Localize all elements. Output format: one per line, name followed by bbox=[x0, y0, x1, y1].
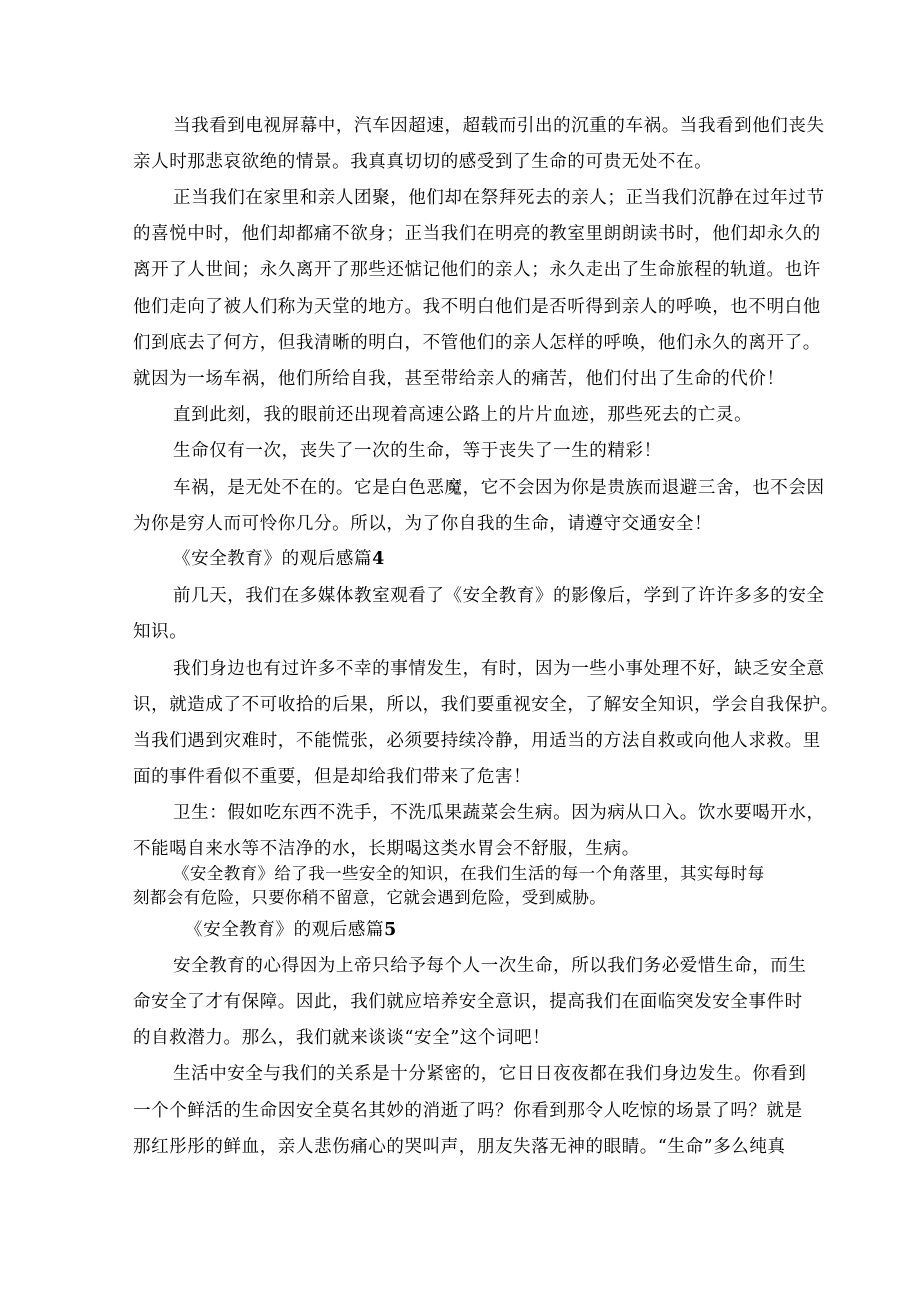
text-line: 卫生：假如吃东西不洗手，不洗瓜果蔬菜会生病。因为病从口入。饮水要喝开水， bbox=[173, 803, 825, 823]
text-line: 安全教育的心得因为上帝只给予每个人一次生命，所以我们务必爱惜生命，而生 bbox=[173, 956, 807, 976]
text-line: 他们走向了被人们称为天堂的地方。我不明白他们是否听得到亲人的呼唤，也不明白他 bbox=[133, 297, 821, 317]
text-line: 识，就造成了不可收拾的后果，所以，我们要重视安全，了解安全知识，学会自我保护。 bbox=[133, 695, 839, 715]
section-heading bbox=[173, 547, 385, 571]
text-line: 不能喝自来水等不洁净的水，长期喝这类水胃会不舒服，生病。 bbox=[133, 839, 640, 859]
section-heading-text: 《安全教育》的观后感篇 bbox=[173, 549, 373, 569]
section-heading-number: 4 bbox=[372, 549, 385, 569]
text-line: 当我看到电视屏幕中，汽车因超速，超载而引出的沉重的车祸。当我看到他们丧失 bbox=[173, 116, 825, 136]
text-line: 当我们遇到灾难时，不能慌张，必须要持续冷静，用适当的方法自救或向他人求救。里 bbox=[133, 731, 821, 751]
text-line: 正当我们在家里和亲人团聚，他们却在祭拜死去的亲人；正当我们沉静在过年过节 bbox=[173, 188, 825, 208]
text-line: 车祸，是无处不在的。它是白色恶魔，它不会因为你是贵族而退避三舍，也不会因 bbox=[173, 478, 825, 498]
text-line: 的自救潜力。那么，我们就来谈谈“安全”这个词吧！ bbox=[133, 1028, 551, 1048]
text-line: 我们身边也有过许多不幸的事情发生，有时，因为一些小事处理不好，缺乏安全意 bbox=[173, 659, 825, 679]
text-line: 生活中安全与我们的关系是十分紧密的，它日日夜夜都在我们身边发生。你看到 bbox=[173, 1064, 807, 1084]
text-line: 就因为一场车祸，他们所给自我，甚至带给亲人的痛苦，他们付出了生命的代价！ bbox=[133, 369, 785, 389]
section-heading-text: 《安全教育》的观后感篇 bbox=[185, 920, 385, 940]
text-line: 刻都会有危险，只要你稍不留意，它就会遇到危险，受到威胁。 bbox=[133, 888, 607, 907]
text-line: 生命仅有一次，丧失了一次的生命，等于丧失了一生的精彩！ bbox=[173, 441, 662, 461]
text-line: 一个个鲜活的生命因安全莫名其妙的消逝了吗？你看到那令人吃惊的场景了吗？就是 bbox=[133, 1101, 803, 1121]
text-line: 面的事件看似不重要，但是却给我们带来了危害！ bbox=[133, 767, 532, 787]
text-line: 离开了人世间；永久离开了那些还惦记他们的亲人；永久走出了生命旅程的轨道。也许 bbox=[133, 260, 821, 280]
text-line: 为你是穷人而可怜你几分。所以，为了你自我的生命，请遵守交通安全！ bbox=[133, 514, 713, 534]
text-line: 命安全了才有保障。因此，我们就应培养安全意识，提高我们在面临突发安全事件时 bbox=[133, 992, 803, 1012]
text-line: 知识。 bbox=[133, 622, 188, 642]
section-heading bbox=[185, 918, 397, 942]
section-heading-number: 5 bbox=[384, 920, 397, 940]
text-line: 的喜悦中时，他们却都痛不欲身；正当我们在明亮的教室里朗朗读书时，他们却永久的 bbox=[133, 224, 821, 244]
text-line: 那红彤彤的鲜血，亲人悲伤痛心的哭叫声，朋友失落无神的眼睛。“生命”多么纯真 bbox=[133, 1137, 786, 1157]
text-line: 直到此刻，我的眼前还出现着高速公路上的片片血迹，那些死去的亡灵。 bbox=[173, 405, 753, 425]
text-line: 们到底去了何方，但我清晰的明白，不管他们的亲人怎样的呼唤，他们永久的离开了。 bbox=[133, 333, 821, 353]
text-line: 《安全教育》给了我一些安全的知识，在我们生活的每一个角落里，其实每时每 bbox=[173, 864, 765, 883]
text-line: 亲人时那悲哀欲绝的情景。我真真切切的感受到了生命的可贵无处不在。 bbox=[133, 152, 713, 172]
text-line: 前几天，我们在多媒体教室观看了《安全教育》的影像后，学到了许许多多的安全 bbox=[173, 586, 825, 606]
